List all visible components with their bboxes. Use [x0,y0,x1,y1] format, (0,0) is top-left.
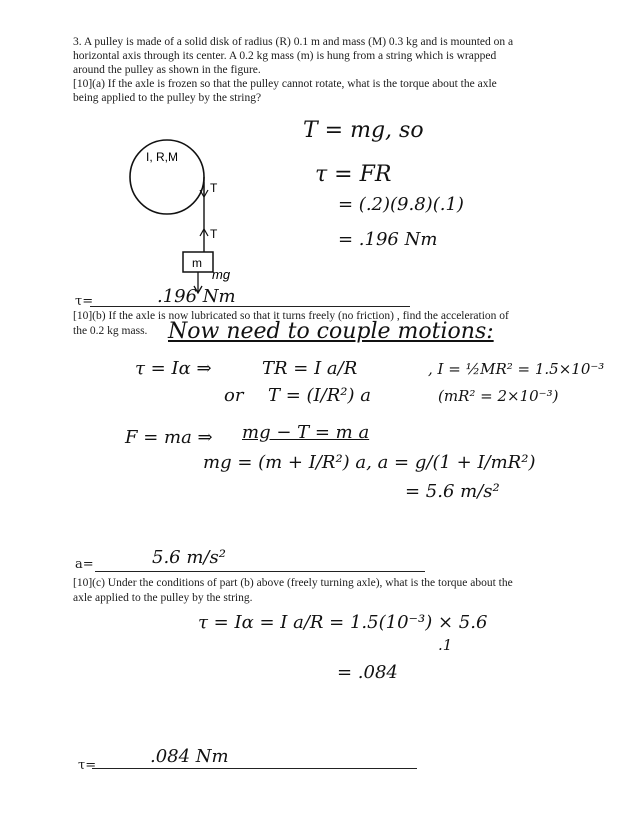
work-denominator: .1 [438,636,453,654]
answer-b-label: a= [75,557,94,572]
answer-a-line [90,306,410,307]
answer-b-value: 5.6 m/s² [152,547,226,568]
question-line: the 0.2 kg mass. [73,325,148,337]
work-line: or [224,385,244,406]
answer-c-label: τ= [78,758,97,773]
answer-c-line [92,768,417,769]
work-line: = .196 Nm [338,229,438,250]
question-line: being applied to the pulley by the string? [73,92,262,104]
work-line: τ = Iα = I a/R = 1.5(10⁻³) × 5.6 [198,612,488,633]
question-line: [10](b) If the axle is now lubricated so that it turns freely (no friction) , find the acceleration of [73,310,509,322]
intro-line: around the pulley as shown in the figure. [73,64,261,76]
tension-lower-label: T [210,227,218,241]
work-line: mg = (m + I/R²) a, a = g/(1 + I/mR²) [203,452,536,473]
work-line: T = mg, so [303,118,424,143]
intro-line: horizontal axis through its center. A 0.2 kg mass (m) is hung from a string which is wrapped [73,50,497,62]
work-heading: Now need to couple motions: [168,319,494,344]
work-line: = (.2)(9.8)(.1) [338,194,464,215]
work-line: = 5.6 m/s² [405,481,500,502]
work-line: , I = ½MR² = 1.5×10⁻³ [428,360,605,378]
work-line: (mR² = 2×10⁻³) [438,387,559,405]
work-line: τ = Iα ⇒ [135,358,212,379]
tension-upper-label: T [210,181,218,195]
work-line: = .084 [337,662,398,683]
work-line: TR = I a/R [262,358,358,379]
answer-a-value: .196 Nm [157,286,236,307]
work-line: F = ma ⇒ [125,427,213,448]
question-line: axle applied to the pulley by the string. [73,592,253,604]
answer-b-line [95,571,425,572]
answer-a-label: τ= [75,294,94,309]
mass-label: m [192,256,202,270]
question-line: [10](a) If the axle is frozen so that the pulley cannot rotate, what is the torque about the axle [73,78,497,90]
intro-line: 3. A pulley is made of a solid disk of radius (R) 0.1 m and mass (M) 0.3 kg and is mounted on a [73,36,514,48]
answer-c-value: .084 Nm [150,746,229,767]
work-line: T = (I/R²) a [268,385,371,406]
question-line: [10](c) Under the conditions of part (b) above (freely turning axle), what is the torque about the [73,577,513,589]
work-line: mg − T = m a [242,422,370,443]
weight-label: mg [212,267,231,282]
disk-label: I, R,M [146,150,178,164]
work-line: τ = FR [315,162,392,187]
